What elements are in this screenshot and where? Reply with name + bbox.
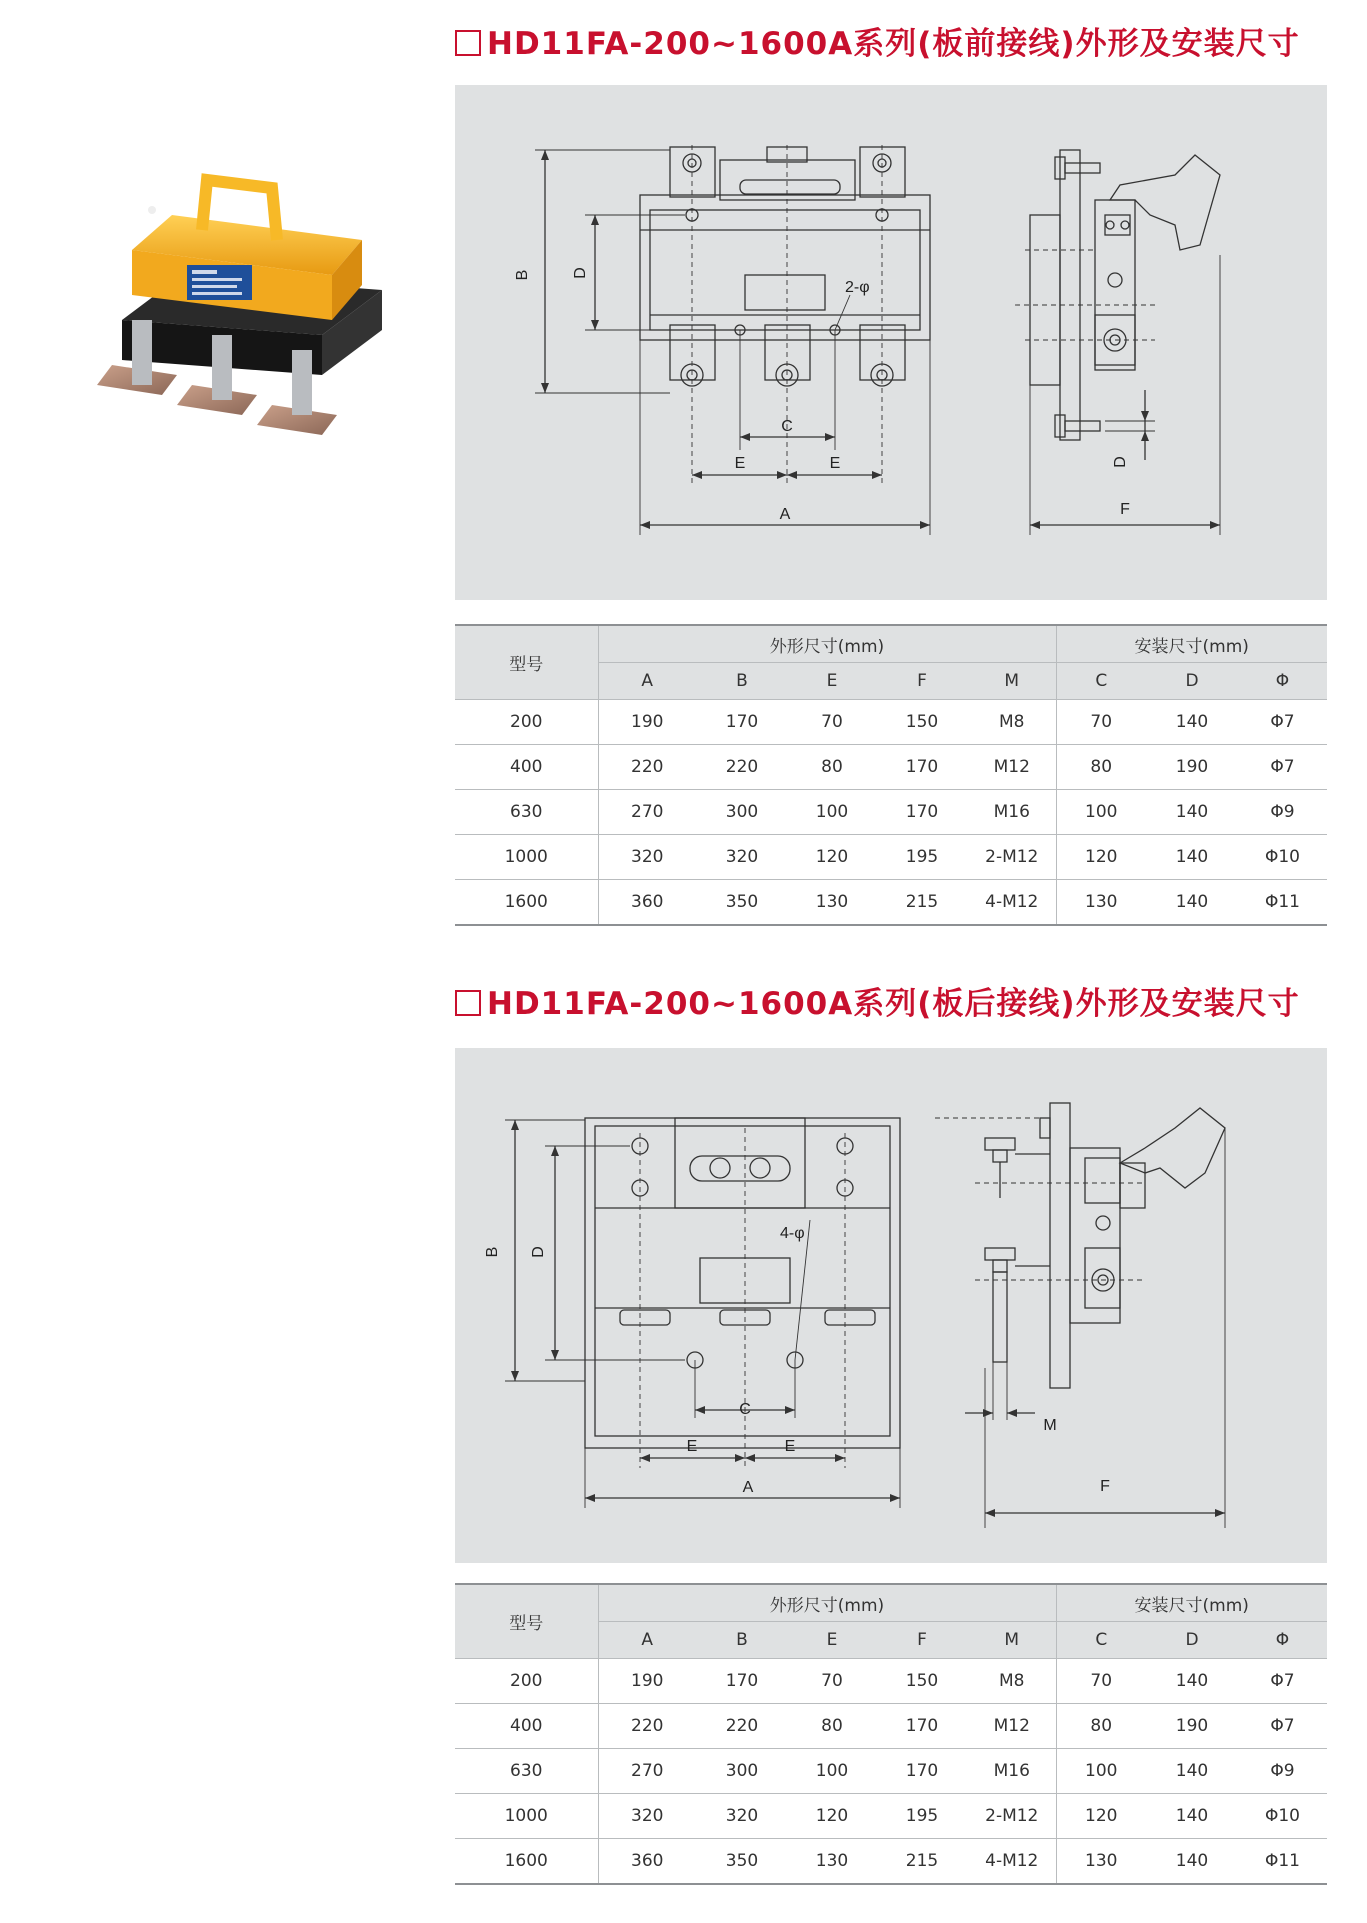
table-cell: 350 — [696, 880, 788, 926]
table-cell: 130 — [1056, 1839, 1146, 1885]
dim-label-M: M — [1043, 1417, 1057, 1434]
table-cell: 120 — [1056, 1794, 1146, 1839]
table-cell: 80 — [1056, 745, 1146, 790]
table-cell: 195 — [876, 1794, 968, 1839]
dimension-drawing-back — [455, 1048, 1327, 1563]
checkbox-square-icon — [455, 990, 481, 1016]
table-cell: 1000 — [455, 1794, 598, 1839]
table-cell: 170 — [876, 790, 968, 835]
table-cell: 220 — [598, 1704, 696, 1749]
table-cell: 140 — [1146, 835, 1238, 880]
table-cell: 100 — [788, 1749, 876, 1794]
group-header-outer: 外形尺寸(mm) — [598, 1584, 1056, 1622]
table-cell: 140 — [1146, 1749, 1238, 1794]
table-cell: 190 — [1146, 1704, 1238, 1749]
column-header: Φ — [1238, 1622, 1327, 1659]
table-cell: Φ7 — [1238, 700, 1327, 745]
column-header: B — [696, 1622, 788, 1659]
group-header-install: 安装尺寸(mm) — [1056, 1584, 1327, 1622]
dim-label-F: F — [1120, 501, 1130, 518]
column-header: E — [788, 663, 876, 700]
table-cell: 320 — [696, 835, 788, 880]
table-cell: Φ11 — [1238, 880, 1327, 926]
dim-label-E: E — [686, 1438, 698, 1455]
dim-label-A: A — [779, 506, 791, 523]
column-header: C — [1056, 1622, 1146, 1659]
group-header-install: 安装尺寸(mm) — [1056, 625, 1327, 663]
table-cell: 100 — [788, 790, 876, 835]
column-header: F — [876, 663, 968, 700]
dim-label-hole: 4-φ — [780, 1225, 805, 1242]
table-cell: Φ10 — [1238, 1794, 1327, 1839]
table-row — [455, 1839, 1327, 1885]
table-cell: 130 — [1056, 880, 1146, 926]
column-header: Φ — [1238, 663, 1327, 700]
table-cell: 70 — [788, 1659, 876, 1704]
column-header: A — [598, 663, 696, 700]
checkbox-square-icon — [455, 30, 481, 56]
table-cell: 140 — [1146, 790, 1238, 835]
table-cell: 1000 — [455, 835, 598, 880]
column-header: M — [968, 1622, 1056, 1659]
table-cell: 170 — [696, 1659, 788, 1704]
dim-label-E: E — [784, 1438, 796, 1455]
table-cell: 195 — [876, 835, 968, 880]
table-cell: 170 — [876, 1749, 968, 1794]
table-cell: Φ7 — [1238, 1704, 1327, 1749]
table-cell: 120 — [788, 1794, 876, 1839]
table-cell: M12 — [968, 745, 1056, 790]
table-cell: 300 — [696, 790, 788, 835]
table-cell: 70 — [1056, 1659, 1146, 1704]
table-cell: 200 — [455, 1659, 598, 1704]
table-cell: 190 — [598, 1659, 696, 1704]
dim-label-A: A — [742, 1479, 754, 1496]
table-row — [455, 700, 1327, 745]
dim-label-side-D: D — [1112, 456, 1129, 468]
table-cell: 70 — [788, 700, 876, 745]
table-cell: 150 — [876, 700, 968, 745]
column-header: C — [1056, 663, 1146, 700]
table-cell: M8 — [968, 700, 1056, 745]
dim-label-F: F — [1100, 1478, 1110, 1495]
table-cell: 320 — [598, 1794, 696, 1839]
table-cell: M12 — [968, 1704, 1056, 1749]
column-header: E — [788, 1622, 876, 1659]
table-cell: 215 — [876, 1839, 968, 1885]
table-cell: 1600 — [455, 880, 598, 926]
table-cell: 320 — [598, 835, 696, 880]
table-cell: 2-M12 — [968, 835, 1056, 880]
table-cell: 140 — [1146, 1659, 1238, 1704]
table-cell: 220 — [696, 745, 788, 790]
column-header: B — [696, 663, 788, 700]
table-cell: 360 — [598, 1839, 696, 1885]
column-header: D — [1146, 1622, 1238, 1659]
table-cell: 270 — [598, 790, 696, 835]
dim-label-C: C — [781, 418, 793, 435]
table-cell: 400 — [455, 745, 598, 790]
table-cell: 215 — [876, 880, 968, 926]
table-cell: M16 — [968, 1749, 1056, 1794]
table-cell: 320 — [696, 1794, 788, 1839]
table-cell: 150 — [876, 1659, 968, 1704]
table-cell: 170 — [876, 745, 968, 790]
column-header: F — [876, 1622, 968, 1659]
group-header-outer: 外形尺寸(mm) — [598, 625, 1056, 663]
table-row — [455, 880, 1327, 926]
table-cell: 130 — [788, 880, 876, 926]
dim-label-B: B — [484, 1246, 501, 1258]
table-cell: 170 — [876, 1704, 968, 1749]
table-cell: Φ9 — [1238, 790, 1327, 835]
column-header: M — [968, 663, 1056, 700]
table-cell: 140 — [1146, 1794, 1238, 1839]
dim-label-C: C — [739, 1401, 751, 1418]
table-cell: 120 — [788, 835, 876, 880]
dimension-drawing-front — [455, 85, 1327, 600]
table-cell: 360 — [598, 880, 696, 926]
table-cell: 4-M12 — [968, 1839, 1056, 1885]
table-cell: 120 — [1056, 835, 1146, 880]
table-cell: 220 — [696, 1704, 788, 1749]
table-cell: Φ7 — [1238, 745, 1327, 790]
table-cell: Φ9 — [1238, 1749, 1327, 1794]
section-title: HD11FA-200~1600A系列(板前接线)外形及安装尺寸 — [455, 18, 1300, 63]
column-header: A — [598, 1622, 696, 1659]
table-cell: 220 — [598, 745, 696, 790]
table-cell: 140 — [1146, 1839, 1238, 1885]
table-cell: 70 — [1056, 700, 1146, 745]
table-cell: Φ7 — [1238, 1659, 1327, 1704]
table-cell: M16 — [968, 790, 1056, 835]
table-cell: 4-M12 — [968, 880, 1056, 926]
table-row — [455, 1704, 1327, 1749]
dim-label-hole: 2-φ — [845, 279, 870, 296]
table-cell: Φ11 — [1238, 1839, 1327, 1885]
table-cell: 200 — [455, 700, 598, 745]
table-cell: 140 — [1146, 700, 1238, 745]
table-cell: 80 — [788, 745, 876, 790]
model-header: 型号 — [455, 625, 598, 700]
table-cell: 100 — [1056, 1749, 1146, 1794]
column-header: D — [1146, 663, 1238, 700]
dim-label-B: B — [514, 269, 531, 281]
dim-label-D: D — [572, 267, 589, 279]
table-cell: 630 — [455, 1749, 598, 1794]
table-cell: 190 — [1146, 745, 1238, 790]
table-cell: 140 — [1146, 880, 1238, 926]
dim-label-D: D — [530, 1246, 547, 1258]
spec-table-back — [455, 1583, 1327, 1885]
table-row — [455, 745, 1327, 790]
dim-label-E: E — [829, 455, 841, 472]
table-cell: M8 — [968, 1659, 1056, 1704]
table-row — [455, 1794, 1327, 1839]
table-cell: 630 — [455, 790, 598, 835]
product-photo — [92, 170, 392, 440]
table-cell: 80 — [788, 1704, 876, 1749]
table-row — [455, 1659, 1327, 1704]
table-row — [455, 1749, 1327, 1794]
table-cell: 2-M12 — [968, 1794, 1056, 1839]
table-cell: 1600 — [455, 1839, 598, 1885]
table-cell: 400 — [455, 1704, 598, 1749]
table-cell: 80 — [1056, 1704, 1146, 1749]
table-cell: 130 — [788, 1839, 876, 1885]
section-title: HD11FA-200~1600A系列(板后接线)外形及安装尺寸 — [455, 978, 1300, 1023]
table-cell: 100 — [1056, 790, 1146, 835]
table-cell: 270 — [598, 1749, 696, 1794]
table-cell: Φ10 — [1238, 835, 1327, 880]
dim-label-E: E — [734, 455, 746, 472]
table-row — [455, 790, 1327, 835]
table-cell: 170 — [696, 700, 788, 745]
spec-table-front — [455, 624, 1327, 926]
table-cell: 190 — [598, 700, 696, 745]
table-cell: 350 — [696, 1839, 788, 1885]
table-cell: 300 — [696, 1749, 788, 1794]
model-header: 型号 — [455, 1584, 598, 1659]
table-row — [455, 835, 1327, 880]
